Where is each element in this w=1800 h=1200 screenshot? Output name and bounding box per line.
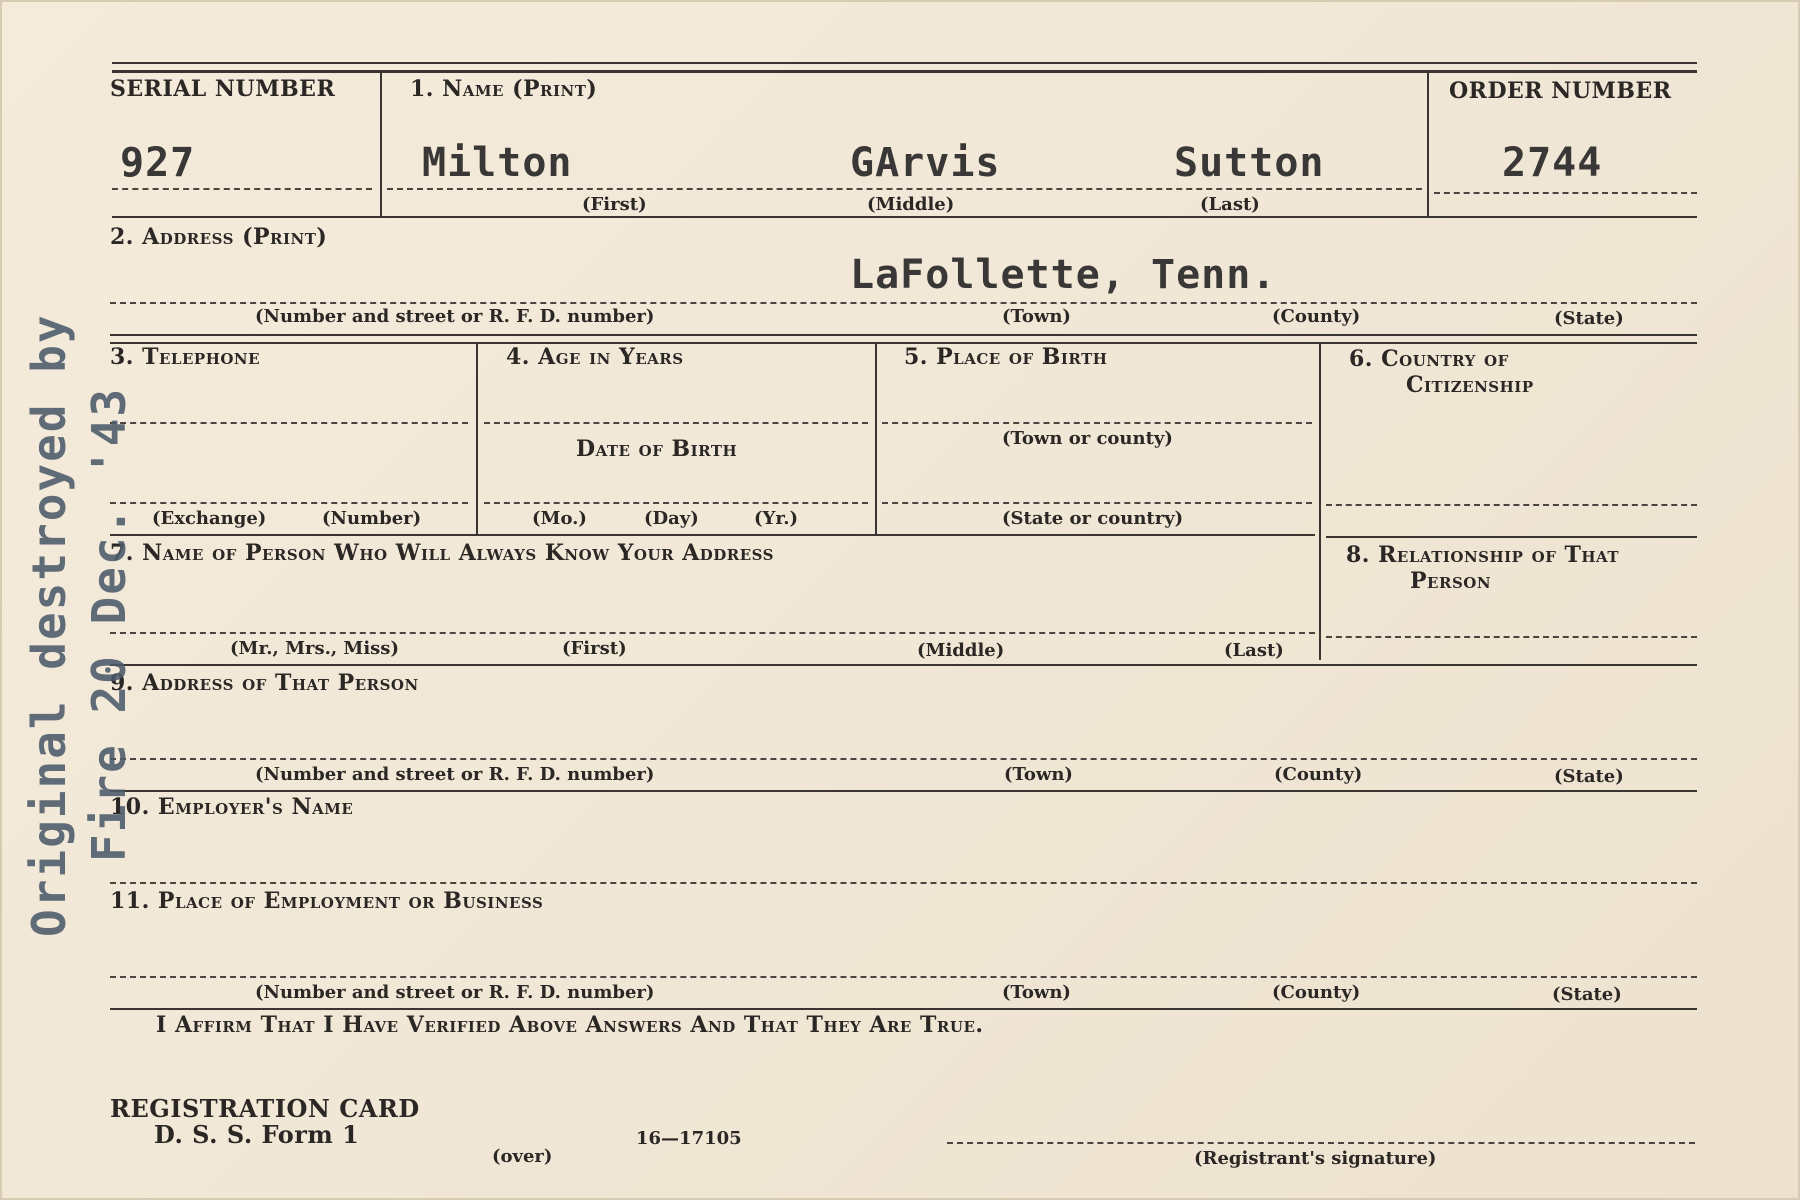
- caption-signature: (Registrant's signature): [1194, 1148, 1437, 1169]
- name-first-value: Milton: [422, 140, 573, 186]
- name-label: 1. Name (Print): [410, 76, 598, 102]
- caption-last: (Last): [1200, 194, 1260, 215]
- age-label: 4. Age in Years: [506, 344, 684, 370]
- rule-row5-bottom: [110, 790, 1697, 792]
- address-line: [110, 302, 1697, 304]
- divider-serial: [380, 72, 382, 216]
- rule-row2-bottom-1: [110, 334, 1697, 336]
- caption-contact-first: (First): [562, 638, 627, 659]
- rule-row3-bottom: [110, 534, 1315, 536]
- serial-number-label: SERIAL NUMBER: [110, 76, 336, 102]
- date-of-birth-label: Date of Birth: [576, 436, 738, 462]
- address-label: 2. Address (Print): [110, 224, 328, 250]
- divider-order: [1427, 72, 1429, 216]
- relationship-label-line1: 8. Relationship of That: [1346, 542, 1620, 568]
- order-number-label: ORDER NUMBER: [1449, 78, 1672, 104]
- caption-contact-middle: (Middle): [917, 640, 1005, 661]
- employment-place-line: [110, 976, 1697, 978]
- name-last-value: Sutton: [1174, 140, 1325, 186]
- caption-number: (Number): [322, 508, 422, 529]
- over-note: (over): [492, 1146, 553, 1167]
- caption-month: (Mo.): [532, 508, 587, 529]
- telephone-line-2: [110, 502, 468, 504]
- age-line: [484, 422, 868, 424]
- birthplace-line-1: [882, 422, 1312, 424]
- rule-row3-bottom-right: [1326, 536, 1697, 538]
- rule-row4-bottom: [110, 664, 1697, 666]
- caption-contact-last: (Last): [1224, 640, 1284, 661]
- caption-employment-state: (State): [1552, 984, 1622, 1005]
- top-rule-2: [112, 70, 1697, 73]
- citizenship-label-line2: Citizenship: [1406, 372, 1534, 398]
- caption-town: (Town): [1002, 306, 1071, 327]
- caption-contact-street: (Number and street or R. F. D. number): [255, 764, 655, 785]
- relationship-line: [1326, 636, 1697, 638]
- caption-street: (Number and street or R. F. D. number): [255, 306, 655, 327]
- address-value: LaFollette, Tenn.: [850, 252, 1277, 298]
- contact-address-line: [110, 758, 1697, 760]
- rule-row7-bottom: [110, 1008, 1697, 1010]
- caption-first: (First): [582, 194, 647, 215]
- serial-number-value: 927: [120, 140, 196, 186]
- telephone-line-1: [110, 422, 468, 424]
- divider-age: [875, 344, 877, 534]
- destroyed-stamp-line2: Fire 20 Dec. '43: [82, 386, 136, 862]
- rule-row1-bottom: [112, 216, 1697, 218]
- caption-year: (Yr.): [754, 508, 798, 529]
- birthplace-line-2: [882, 502, 1312, 504]
- name-line: [387, 188, 1422, 190]
- contact-person-line: [110, 632, 1315, 634]
- order-number-value: 2744: [1502, 140, 1603, 186]
- signature-line: [947, 1142, 1695, 1144]
- caption-middle: (Middle): [867, 194, 955, 215]
- destroyed-stamp-line1: Original destroyed by: [22, 313, 76, 937]
- relationship-label-line2: Person: [1410, 568, 1492, 594]
- caption-employment-street: (Number and street or R. F. D. number): [255, 982, 655, 1003]
- birthplace-label: 5. Place of Birth: [904, 344, 1108, 370]
- employer-name-label: 10. Employer's Name: [110, 794, 354, 820]
- divider-telephone: [476, 344, 478, 534]
- caption-employment-county: (County): [1272, 982, 1361, 1003]
- date-of-birth-line: [484, 502, 868, 504]
- caption-day: (Day): [644, 508, 699, 529]
- form-title: REGISTRATION CARD: [110, 1094, 420, 1123]
- divider-birthplace: [1319, 344, 1321, 660]
- name-middle-value: GArvis: [850, 140, 1001, 186]
- caption-exchange: (Exchange): [152, 508, 267, 529]
- order-number-line: [1434, 192, 1697, 194]
- caption-contact-town: (Town): [1004, 764, 1073, 785]
- top-rule-1: [112, 62, 1697, 64]
- telephone-label: 3. Telephone: [110, 344, 261, 370]
- contact-person-label: 7. Name of Person Who Will Always Know Your Address: [110, 540, 775, 566]
- print-code: 16—17105: [636, 1128, 742, 1149]
- contact-address-label: 9. Address of That Person: [110, 670, 419, 696]
- citizenship-label-line1: 6. Country of: [1349, 346, 1509, 372]
- caption-town-county: (Town or county): [1002, 428, 1173, 449]
- caption-employment-town: (Town): [1002, 982, 1071, 1003]
- form-number: D. S. S. Form 1: [154, 1120, 360, 1149]
- citizenship-line: [1326, 504, 1697, 506]
- caption-county: (County): [1272, 306, 1361, 327]
- caption-state-country: (State or country): [1002, 508, 1184, 529]
- employer-name-line: [110, 882, 1697, 884]
- affirmation-text: I Affirm That I Have Verified Above Answers And That They Are True.: [156, 1012, 984, 1038]
- employment-place-label: 11. Place of Employment or Business: [110, 888, 544, 914]
- caption-state: (State): [1554, 308, 1624, 329]
- caption-contact-county: (County): [1274, 764, 1363, 785]
- caption-contact-state: (State): [1554, 766, 1624, 787]
- serial-number-line: [112, 188, 372, 190]
- caption-mr-mrs-miss: (Mr., Mrs., Miss): [230, 638, 399, 659]
